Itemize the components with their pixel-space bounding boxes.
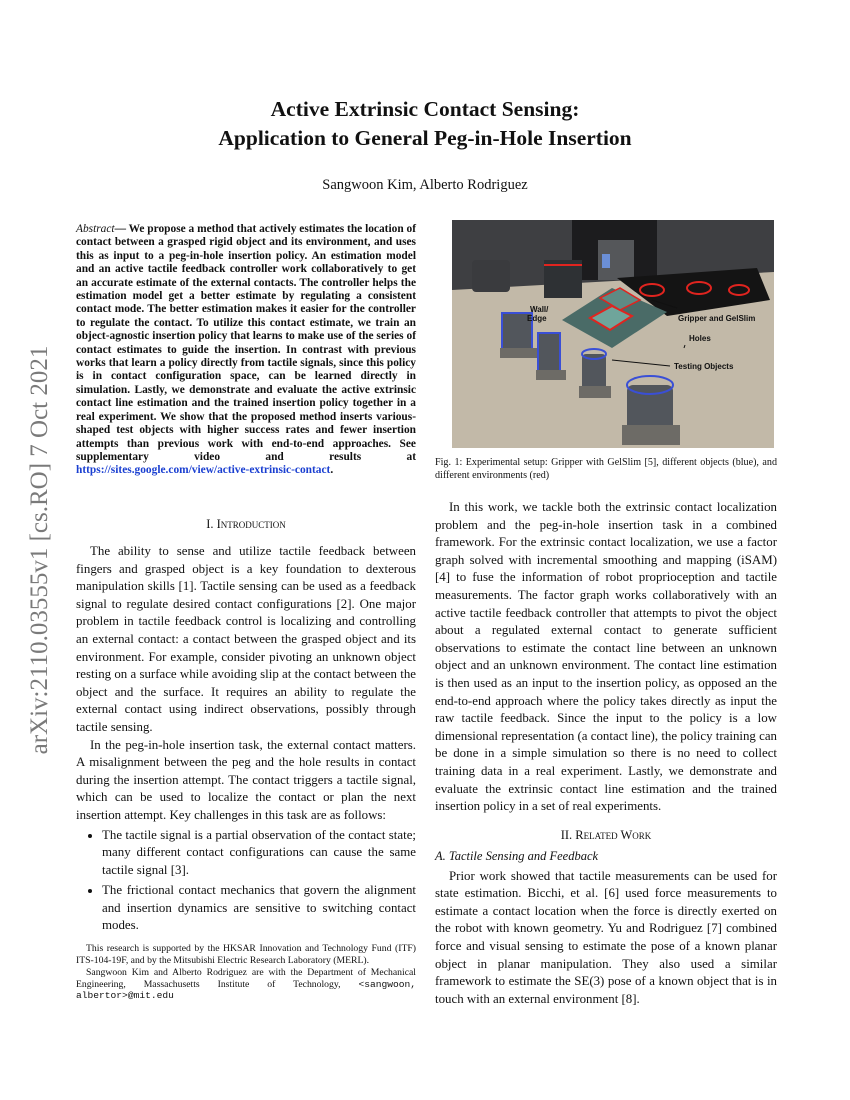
challenge-item-1: • The tactile signal is a partial observation of the contact state; many different contact configurations can cause the same tactile signal [3].: [102, 827, 416, 880]
intro-paragraph-1: The ability to sense and utilize tactile feedback between fingers and grasped object is a key foundation to dexterous manipulation skills [1]. Tactile sensing can be used as a feedback signal to regulate desired contact configurations [2]. One major problem in tactile feedback control is localizing and controlling an external contact: a contact between the grasped object and its environment. For example, consider pivoting an unknown object resting on a surface while avoiding slip at the contact between the object and the surface. It requires an ability to regulate the external contact using indirect observations, possibly through tactile sensing.: [76, 544, 416, 734]
footnote-email: <sangwoon, albertor>@mit.edu: [76, 978, 417, 1002]
setup-illustration: [452, 220, 774, 448]
related-paragraph-1: Prior work showed that tactile measurements can be used for state estimation. Bicchi, et al. [6] used force measurements to estimate a contact location when the force is directly exerted on the robot with known geometry. Yu and Rodriguez [7] combined force and visual sensing to estimate the pose of a known planar object in planar manipulation. They also used a similar framework to estimate the SE(3) pose of a known object that is in touch with an external environment [8].: [435, 868, 777, 1006]
experimental-setup-photo: [452, 220, 774, 448]
abstract-end: .: [330, 464, 334, 477]
challenge-item-2: • The frictional contact mechanics that govern the alignment and insertion dynamics are sensitive to switching contact modes.: [102, 882, 416, 935]
intro-section: [76, 517, 416, 938]
intro-number: I.: [206, 517, 214, 531]
abstract-text: — We propose a method that actively estimates the location of contact between a grasped rigid object and its environment, and uses this as input to a peg-in-hole insertion policy. An estimation model and an active tactile feedback controller work collaboratively to get an accurate estimate of the external contacts. The controller helps the estimation model get a better estimate by regulating a consistent contact mode. The better estimation makes it easier for the controller to regulate the contact. To utilize this contact estimate, we train an object-agnostic insertion policy that learns to make use of the series of contact estimates to guide the insertion. In contrast with previous works that learn a policy directly from tactile signals, since this policy is in contact configuration space, can be learned directly in simulation. Lastly, we demonstrate and evaluate the active extrinsic contact line estimation and the trained insertion policy together in a real experiment. We show that the proposed method inserts various-shaped test objects with higher success rates and fewer insertion attempts than previous work with end-to-end approaches. See supplementary video and results at: [76, 223, 417, 463]
paper-title: [0, 95, 850, 153]
object-base-1: [500, 348, 538, 358]
label-testing-objects: Testing Objects: [674, 362, 734, 371]
label-wall-edge-2: Edge: [527, 314, 547, 323]
label-gripper: Gripper and GelSlim: [678, 314, 756, 323]
intro-paragraph-2: In the peg-in-hole insertion task, the external contact matters. A misalignment between the peg and the hole results in contact during the insertion attempt. The contact triggers a tactile signal, which can be used to localize the contact or plan the next insertion attempt. Key challenges in this task are as follows:: [76, 737, 416, 822]
project-link[interactable]: https://sites.google.com/view/active-extrinsic-contact: [76, 464, 331, 477]
test-object-hexagon: [538, 333, 560, 375]
object-base-3: [579, 386, 611, 398]
object-base-2: [536, 370, 566, 380]
footnote-affiliation-text: Sangwoon Kim and Alberto Rodriguez are with the Department of Mechanical Engineering, Massachusetts Institute of Technology,: [76, 967, 416, 990]
related-work-body: [435, 868, 777, 1009]
right-body: [435, 499, 777, 816]
gelslim-icon: [602, 254, 610, 268]
authors: Sangwoon Kim, Alberto Rodriguez: [322, 177, 528, 193]
object-base-4: [622, 425, 680, 445]
right-column: [435, 499, 777, 1008]
intro-title: Introduction: [216, 517, 286, 531]
footnote: [76, 943, 416, 1003]
challenge-list: [76, 827, 416, 936]
title-line-2: Application to General Peg-in-Hole Insertion: [218, 126, 632, 150]
subsection-heading: A. Tactile Sensing and Feedback: [435, 848, 599, 863]
related-work-heading: [435, 828, 777, 843]
footnote-affiliation: [76, 967, 416, 1002]
section2-number: II.: [560, 827, 573, 842]
label-holes: Holes: [689, 334, 711, 343]
title-line-1: Active Extrinsic Contact Sensing:: [270, 97, 580, 121]
section2-title: Related Work: [575, 827, 652, 842]
abstract: [76, 223, 416, 478]
right-paragraph-1: In this work, we tackle both the extrinsic contact localization problem and the peg-in-hole insertion task in a combined framework. For the extrinsic contact localization, we use a factor graph solved with incremental smoothing and mapping (iSAM) [4] to fuse the information of robot proprioception and tactile measurements. The factor graph works collaboratively with an active tactile feedback controller that attempts to pivot the object about a regulated external contact to generate sufficient observations to estimate the contact line between an unknown object and an unknown environment. The contact line estimation is then used as an input to the insertion policy, as opposed an the end-to-end approach where the policy takes directly as input the raw tactile feedback. Since the input to the policy is a low dimensional representation (a contact line), the policy training can be done in a simple simulation so there is no need to collect training data in a real experiment. Lastly, we demonstrate and evaluate the extrinsic contact line estimation and the trained insertion policy in a set of real experiments.: [435, 500, 777, 814]
footnote-funding: This research is supported by the HKSAR Innovation and Technology Fund (ITF) ITS-104-19F, and by the Mitsubishi Electric Research Laboratory (MERL).: [76, 943, 416, 966]
abstract-label: Abstract: [76, 223, 115, 235]
intro-body: [76, 543, 416, 935]
intro-heading: [76, 517, 416, 532]
arxiv-sidebar-id: arXiv:2110.03555v1 [cs.RO] 7 Oct 2021: [26, 345, 53, 755]
figure-caption: Fig. 1: Experimental setup: Gripper with GelSlim [5], different objects (blue), and different environments (red): [435, 457, 777, 481]
background-object-1: [472, 260, 510, 292]
label-wall-edge-1: Wall/: [530, 305, 549, 314]
